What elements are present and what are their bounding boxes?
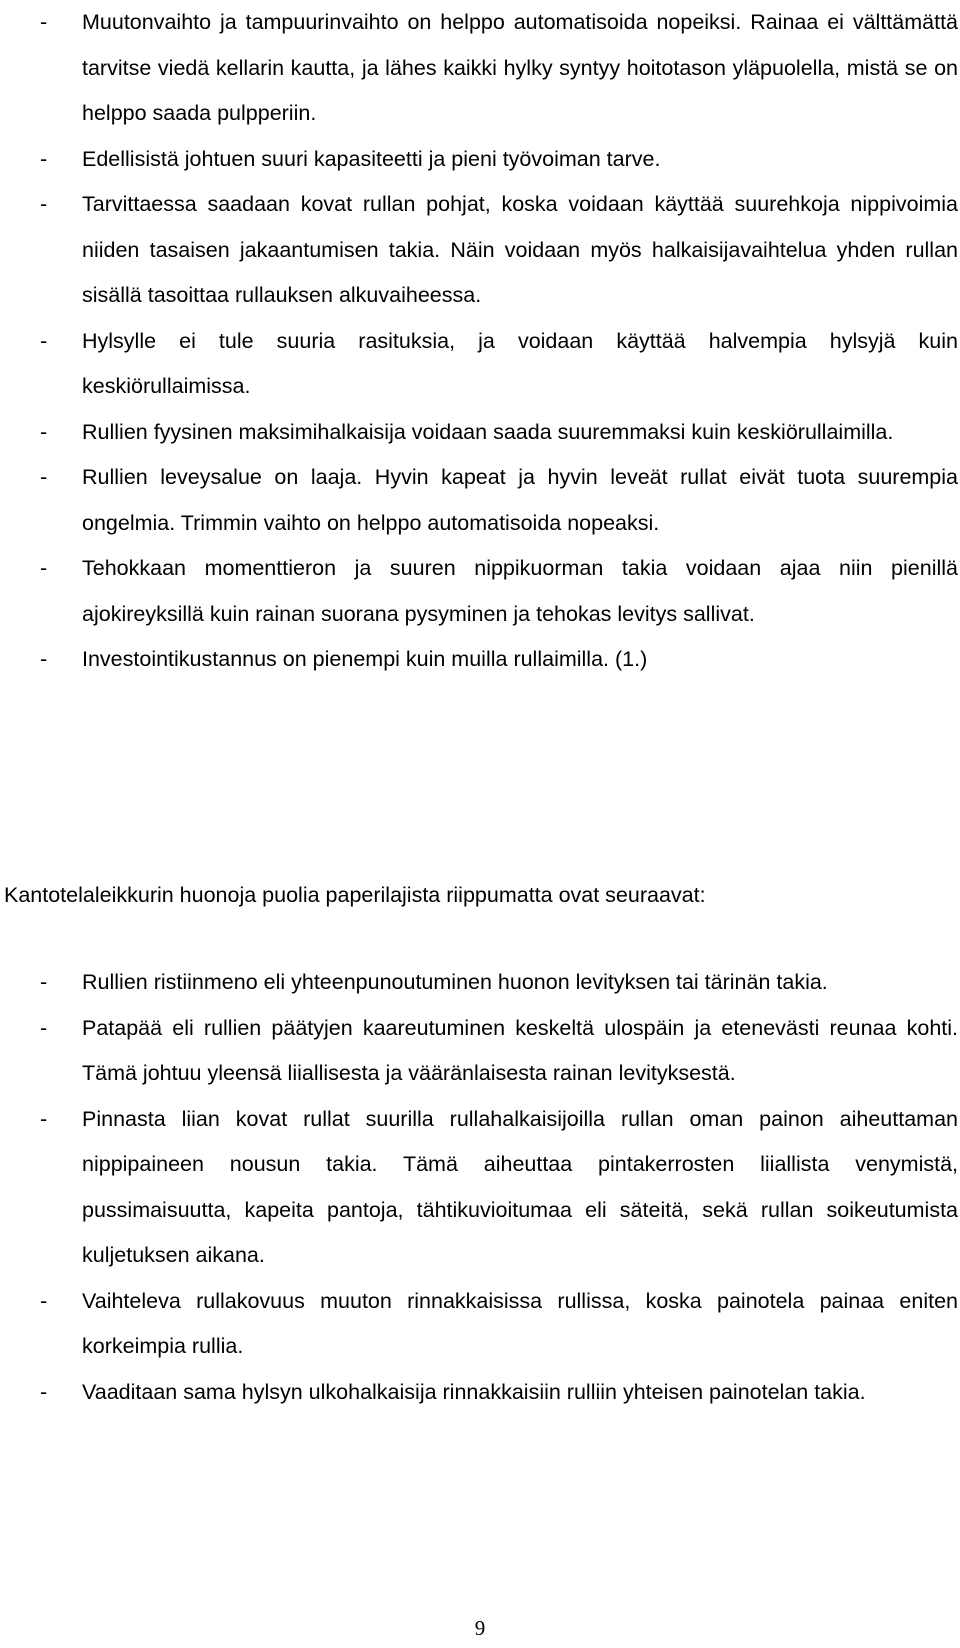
- list-item-text: Tarvittaessa saadaan kovat rullan pohjat, koska voidaan käyttää suurehkoja nippivoimia niiden tasaisen jakaantumisen takia. Näin voidaan myös halkaisijavaihtelua yhden rullan sisällä tasoittaa rullauksen alkuvaiheessa.: [82, 192, 958, 307]
- list-dash: -: [40, 146, 48, 171]
- list-item-text: Rullien fyysinen maksimihalkaisija voidaan saada suuremmaksi kuin keskiörullaimilla.: [82, 419, 894, 444]
- list-item: [0, 960, 958, 1006]
- list-dash: -: [40, 10, 48, 34]
- list-item: [0, 455, 958, 546]
- list-item: [0, 1097, 958, 1279]
- list-dash: -: [40, 1379, 48, 1404]
- list-item: [0, 1370, 958, 1416]
- list-item: [0, 182, 958, 319]
- list-item-text: Edellisistä johtuen suuri kapasiteetti ja pieni työvoiman tarve.: [82, 146, 661, 171]
- list-dash: -: [40, 419, 48, 444]
- list-item-text: Hylsylle ei tule suuria rasituksia, ja voidaan käyttää halvempia hylsyjä kuin keskiörullaimissa.: [82, 328, 958, 398]
- list-dash: -: [40, 647, 48, 671]
- list-dash: -: [40, 192, 48, 216]
- list-item-text: Muutonvaihto ja tampuurinvaihto on helppo automatisoida nopeiksi. Rainaa ei välttämättä tarvitse viedä kellarin kautta, ja lähes kaikki hylky syntyy hoitotason yläpuolella, mistä se on helppo saada pulpperiin.: [82, 10, 958, 125]
- list-dash: -: [40, 556, 48, 580]
- list-dash: -: [40, 1015, 48, 1040]
- list-item-text: Vaihteleva rullakovuus muuton rinnakkaisissa rullissa, koska painotela painaa eniten korkeimpia rullia.: [82, 1288, 958, 1358]
- list-item-text: Vaaditaan sama hylsyn ulkohalkaisija rinnakkaisiin rulliin yhteisen painotelan takia.: [82, 1379, 866, 1404]
- list-item: [0, 637, 958, 683]
- page-number: 9: [474, 1616, 486, 1640]
- disadvantages-list: [0, 960, 960, 1415]
- section-intro: Kantotelaleikkurin huonoja puolia paperilajista riippumatta ovat seuraavat:: [4, 883, 706, 907]
- list-dash: -: [40, 465, 48, 489]
- list-item-text: Pinnasta liian kovat rullat suurilla rullahalkaisijoilla rullan oman painon aiheuttaman nippipaineen nousun takia. Tämä aiheuttaa pintakerrosten liiallista venymistä, pussimaisuutta, kapeita pantoja, tähtikuvioitumaa eli säteitä, sekä rullan soikeutumista kuljetuksen aikana.: [82, 1106, 958, 1267]
- list-item-text: Patapää eli rullien päätyjen kaareutuminen keskeltä ulospäin ja etenevästi reunaa kohti. Tämä johtuu yleensä liiallisesta ja vääränlaisesta rainan levityksestä.: [82, 1015, 958, 1085]
- list-item-text: Rullien leveysalue on laaja. Hyvin kapeat ja hyvin leveät rullat eivät tuota suurempia ongelmia. Trimmin vaihto on helppo automatisoida nopeaksi.: [82, 465, 958, 535]
- list-item-text: Rullien ristiinmeno eli yhteenpunoutuminen huonon levityksen tai tärinän takia.: [82, 970, 828, 994]
- list-item: [0, 410, 958, 456]
- list-item: [0, 137, 958, 183]
- list-item: [0, 319, 958, 410]
- list-dash: -: [40, 1106, 48, 1131]
- list-item-text: Investointikustannus on pienempi kuin muilla rullaimilla. (1.): [82, 647, 648, 671]
- list-item: [0, 546, 958, 637]
- list-item: [0, 1279, 958, 1370]
- list-item: [0, 1006, 958, 1097]
- list-dash: -: [40, 1288, 48, 1313]
- list-dash: -: [40, 328, 48, 353]
- advantages-list: [0, 0, 960, 683]
- list-item-text: Tehokkaan momenttieron ja suuren nippikuorman takia voidaan ajaa niin pienillä ajokireyksillä kuin rainan suorana pysyminen ja tehokas levitys sallivat.: [82, 556, 958, 626]
- list-item: [0, 0, 958, 137]
- list-dash: -: [40, 970, 48, 994]
